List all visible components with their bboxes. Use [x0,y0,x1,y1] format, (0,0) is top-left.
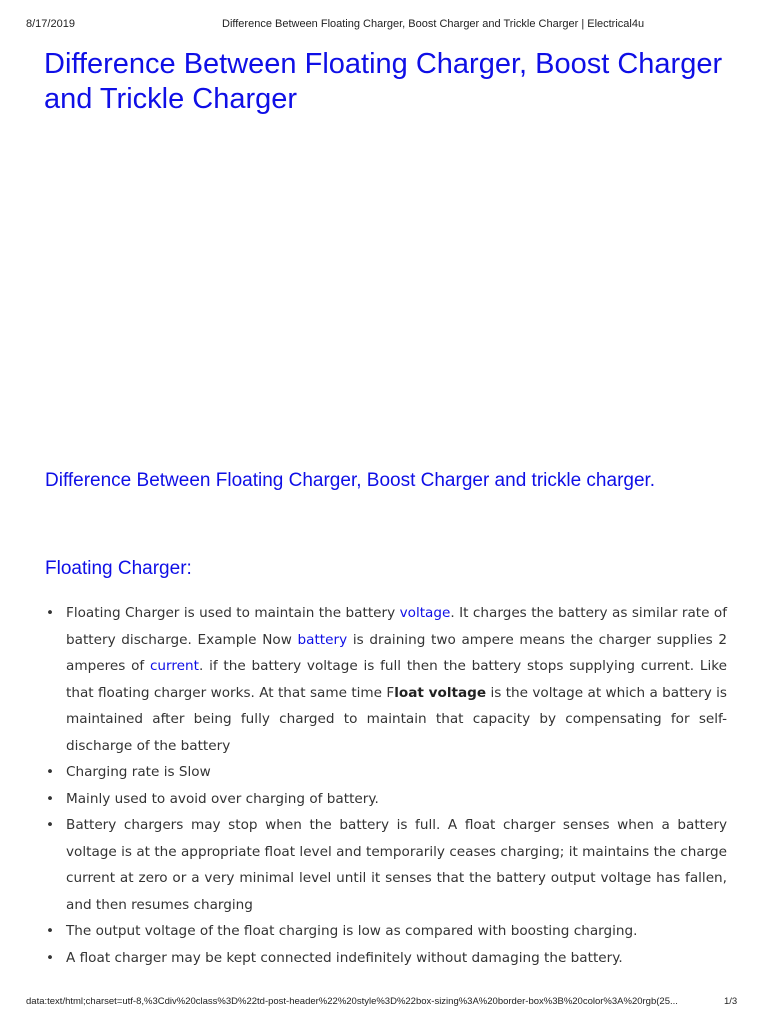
bullet-text: . It charges the battery as similar rate of battery discharge. Example Now [66,605,728,648]
bullet-text: Mainly used to avoid over charging of battery. [66,790,379,807]
list-item [45,786,727,813]
list-item [45,918,727,945]
print-footer [0,996,768,1010]
bullet-text: . if the battery voltage is full then the battery stops supplying current. Like that floating charger works. At that same time F [66,658,727,701]
bullet-icon: • [46,923,55,939]
bullet-text: Charging rate is Slow [66,764,211,780]
bullet-text: Floating Charger is used to maintain the battery [66,605,400,621]
section-heading-floating-charger: Floating Charger: [45,558,192,579]
bullet-icon: • [46,764,55,780]
bullet-icon: • [46,949,55,966]
bullet-text: The output voltage of the float charging is low as compared with boosting charging. [66,923,638,939]
bullet-icon: • [46,817,55,833]
battery-link[interactable]: battery [297,631,348,648]
list-item [45,812,727,918]
print-header [0,18,768,34]
bullet-text: is the voltage at which a battery is maintained after being fully charged to maintain that capacity by compensating for self-discharge of the battery [66,684,727,754]
bullet-icon: • [46,605,55,621]
list-item [45,600,727,759]
article-title: Difference Between Floating Charger, Boost Charger and Trickle Charger [44,48,723,115]
print-page-title: Difference Between Floating Charger, Boost Charger and Trickle Charger | Electrical4u [222,18,645,30]
print-date: 8/17/2019 [26,18,75,30]
float-voltage-bold-term: loat voltage [394,684,487,701]
bullet-text: is draining two ampere means the charger supplies 2 amperes of [66,631,727,674]
bullet-text: A float charger may be kept connected indefinitely without damaging the battery. [66,949,623,966]
list-item [45,759,727,786]
current-link[interactable]: current [149,658,199,674]
article-subheading: Difference Between Floating Charger, Boost Charger and trickle charger. [45,470,656,491]
voltage-link[interactable]: voltage [399,605,451,621]
print-page-number: 1/3 [724,996,738,1007]
print-source-url: data:text/html;charset=utf-8,%3Cdiv%20class%3D%22td-post-header%22%20style%3D%22box-sizing%3A%20border-box%3B%20color%3A%20rgb(25... [26,996,678,1007]
list-item [45,945,727,972]
floating-charger-bullet-list [45,600,727,971]
bullet-icon: • [46,790,55,807]
bullet-text: Battery chargers may stop when the battery is full. A float charger senses when a battery voltage is at the appropriate float level and temporarily ceases charging; it maintains the charge current at zero or a very minimal level until it senses that the battery output voltage has fallen, and then resumes charging [66,817,727,913]
